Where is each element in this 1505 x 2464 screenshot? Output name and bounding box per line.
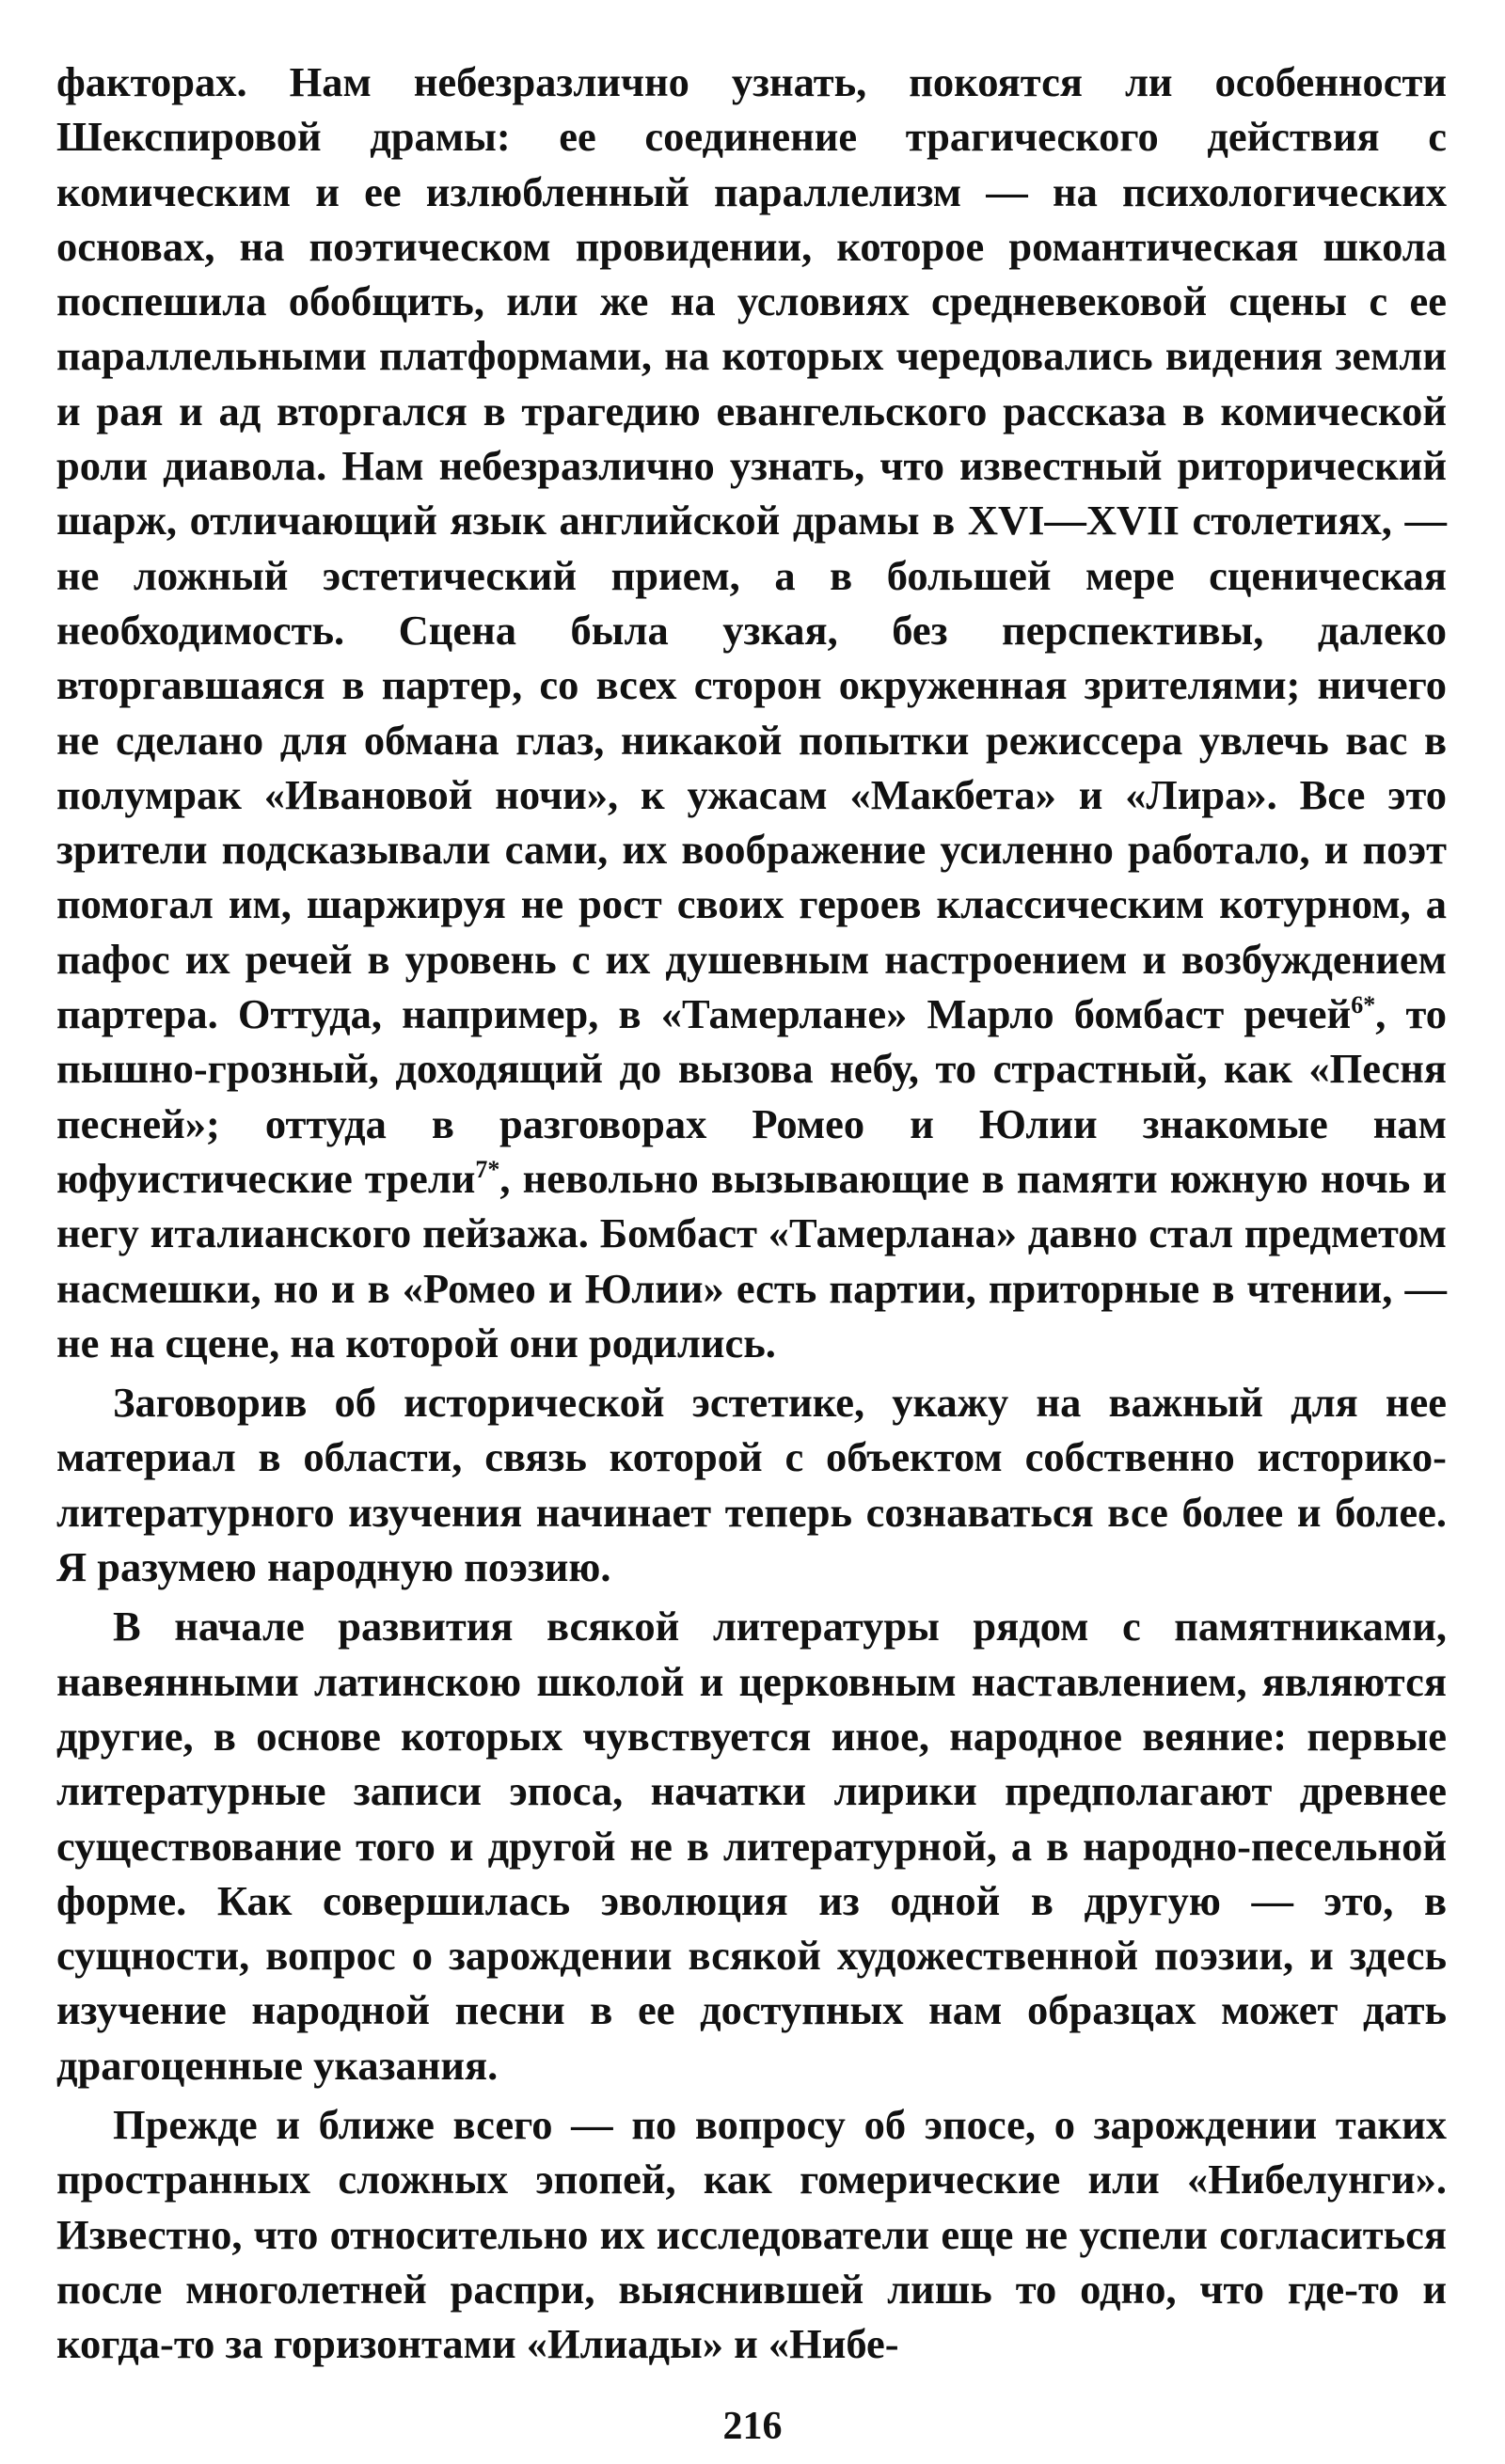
footnote-marker-7: 7*	[475, 1156, 500, 1184]
page-number: 216	[722, 2405, 783, 2448]
paragraph-3: В начале развития всякой литературы рядом с памятниками, навеянными латинскою школой и церковным наставлением, являются другие, в основе которых чувствуется иное, народное веяние: первые литературные записи эпоса, начатки лирики предполагают древнее существование того и другой не в литературной, а в народно-песельной форме. Как совершилась эволюция из одной в другую — это, в сущности, вопрос о зарождении всякой художественной поэзии, и здесь изучение народной песни в ее доступных нам образцах может дать драгоценные указания.	[56, 1603, 1447, 2089]
paragraph-2: Заговорив об исторической эстетике, укажу на важный для нее материал в области, связь которой с объектом собственно историко-литературного изучения начинает теперь сознаваться все более и более. Я разумею народную поэзию.	[56, 1379, 1447, 1591]
paragraph-1-part-3: , невольно вызывающие в памяти южную ночь и негу италианского пейзажа. Бомбаст «Тамерлана» давно стал предметом насмешки, но и в «Ромео и Юлии» есть партии, приторные в чтении, — не на сцене, на которой они родились.	[56, 1154, 1447, 1366]
paragraph-1-part-1: факторах. Нам небезразлично узнать, покоятся ли особенности Шекспировой драмы: ее соединение трагического действия с комическим и ее излюбленный параллелизм — на психологических основах, на поэтическом провидении, которое романтическая школа поспешила обобщить, или же на условиях средневековой сцены с ее параллельными платформами, на которых чередовались видения земли и рая и ад вторгался в трагедию евангельского рассказа в комической роли диавола. Нам небезразлично узнать, что известный риторический шарж, отличающий язык английской драмы в XVI—XVII столетиях, — не ложный эстетический прием, а в большей мере сценическая необходимость. Сцена была узкая, без перспективы, далеко вторгавшаяся в партер, со всех сторон окруженная зрителями; ничего не сделано для обмана глаз, никакой попытки режиссера увлечь вас в полумрак «Ивановой ночи», к ужасам «Макбета» и «Лира». Все это зрители подсказывали сами, их воображение усиленно работало, и поэт помогал им, шаржируя не рост своих героев классическим котурном, а пафос их речей в уровень с их душевным настроением и возбуждением партера. Оттуда, например, в «Тамерлане» Марло бомбаст речей	[56, 58, 1447, 1038]
paragraph-1-part-2: , то пышно-грозный, доходящий до вызова небу, то страстный, как «Песня песней»; оттуда в разговорах Ромео и Юлии знакомые нам юфуистические трели	[56, 990, 1447, 1202]
paragraph-4: Прежде и ближе всего — по вопросу об эпосе, о зарождении таких пространных сложных эпопей, как гомерические или «Нибелунги». Известно, что относительно их исследователи еще не успели согласиться после многолетней распри, выяснившей лишь то одно, что где-то и когда-то за горизонтами «Илиады» и «Нибе-	[56, 2100, 1447, 2368]
paragraph-1	[56, 55, 1447, 1370]
footnote-marker-6: 6*	[1351, 991, 1376, 1019]
page-text	[56, 55, 1447, 2371]
